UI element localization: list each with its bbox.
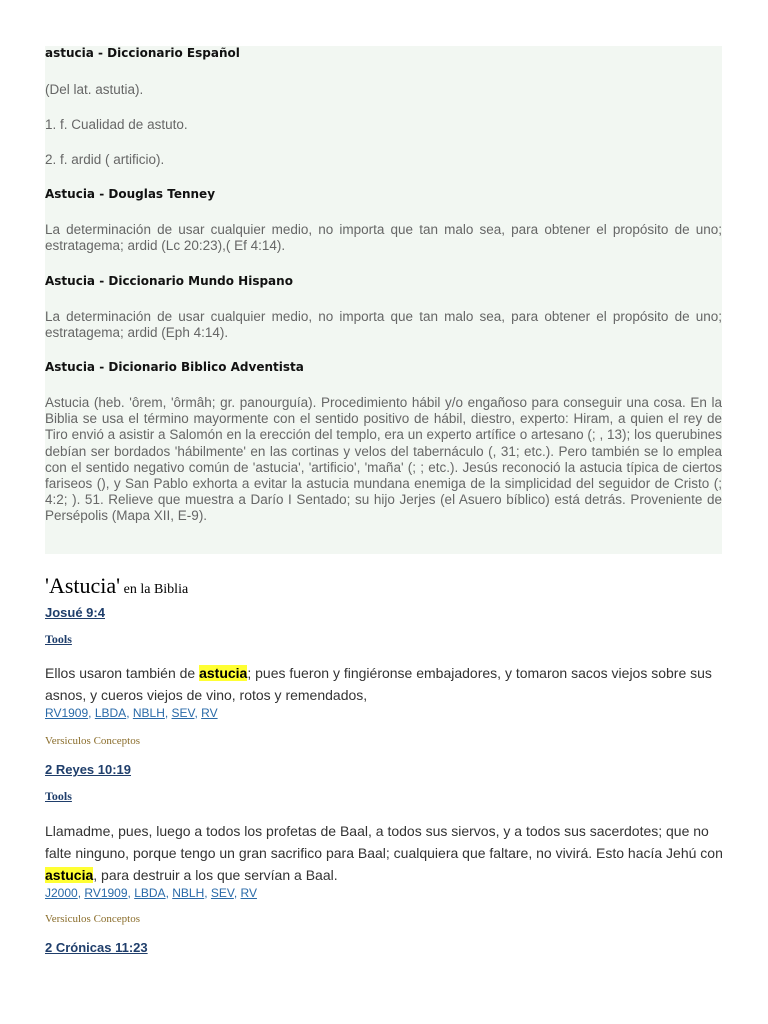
verse-text-after: , para destruir a los que servían a Baal. (93, 867, 338, 883)
version-links: RV1909, LBDA, NBLH, SEV, RV (45, 706, 218, 720)
entry-title-mundo-hispano: Astucia - Diccionario Mundo Hispano (45, 274, 293, 288)
entry-line: (Del lat. astutia). (45, 82, 144, 97)
entry-text: Astucia (heb. 'ôrem, 'ôrmâh; gr. panourguía). Procedimiento hábil y/o engañoso para conseguir una cosa. En la Biblia se usa el término mayormente con el sentido positivo de hábil, diestro, experto: Hiram, a quien el rey de Tiro envió a asistir a Salomón en la erección del templo, era un experto artífice o artesano (; , 13); los querubines debían ser bordados 'hábilmente' en las cortinas y velos del tabernáculo (, 31; etc.). Pero también se lo emplea con el sentido negativo común de 'astucia', 'artificio', 'maña' (; ; etc.). Jesús reconoció la astucia típica de ciertos fariseos (), y San Pablo exhorta a evitar la astucia mundana enemiga de la simplicidad del seguidor de Cristo (; 4:2; ). 51. Relieve que muestra a Darío I Sentado; su hijo Jerjes (el Asuero bíblico) está detrás. Proveniente de Persépolis (Mapa XII, E-9). (45, 395, 722, 524)
version-link-rv[interactable]: RV (201, 706, 218, 720)
version-link-rv[interactable]: RV (240, 886, 257, 900)
version-links: J2000, RV1909, LBDA, NBLH, SEV, RV (45, 886, 257, 900)
bible-title-suffix: en la Biblia (120, 582, 189, 597)
verse-ref-link[interactable]: 2 Crónicas 11:23 (45, 940, 148, 955)
entry-text: La determinación de usar cualquier medio, no importa que tan malo sea, para obtener el propósito de uno; estratagema; ardid (Lc 20:23),( Ef 4:14). (45, 222, 722, 254)
version-link-nblh[interactable]: NBLH (172, 886, 205, 900)
version-link-rv1909[interactable]: RV1909 (84, 886, 128, 900)
entry-line: 2. f. ardid ( artificio). (45, 152, 165, 167)
bible-title-word: 'Astucia' (45, 573, 121, 598)
verse-text-before: Ellos usaron también de (45, 665, 200, 681)
version-link-rv1909[interactable]: RV1909 (45, 706, 89, 720)
search-highlight: astucia (199, 665, 248, 681)
concepts-link[interactable]: Versiculos Conceptos (45, 913, 141, 925)
version-link-sev[interactable]: SEV (210, 886, 234, 900)
entry-line: 1. f. Cualidad de astuto. (45, 117, 188, 132)
tools-link[interactable]: Tools (45, 632, 72, 646)
entry-text: La determinación de usar cualquier medio, no importa que tan malo sea, para obtener el propósito de uno; estratagema; ardid (Eph 4:14). (45, 309, 722, 341)
verse-text (45, 820, 735, 886)
version-link-nblh[interactable]: NBLH (132, 706, 165, 720)
verse-text (45, 662, 735, 706)
version-link-lbda[interactable]: LBDA (134, 886, 166, 900)
verse-text-after: ; pues fueron y fingiéronse embajadores, y tomaron sacos viejos sobre sus asnos, y cueros viejos de vino, rotos y remendados, (45, 665, 712, 703)
entry-title-douglas-tenney: Astucia - Douglas Tenney (45, 187, 216, 201)
concepts-link[interactable]: Versiculos Conceptos (45, 735, 141, 747)
bible-section-title (45, 573, 188, 599)
verse-text-before: Llamadme, pues, luego a todos los profetas de Baal, a todos sus siervos, y a todos sus sacerdotes; que no falte ninguno, porque tengo un gran sacrifico para Baal; cualquiera que faltare, no vivirá. Esto hacía Jehú con (45, 823, 723, 861)
tools-link[interactable]: Tools (45, 789, 72, 803)
version-link-j2000[interactable]: J2000 (45, 886, 78, 900)
version-link-sev[interactable]: SEV (171, 706, 195, 720)
version-link-lbda[interactable]: LBDA (94, 706, 127, 720)
verse-ref-link[interactable]: Josué 9:4 (45, 605, 105, 620)
entry-title-biblico-adventista: Astucia - Dicionario Biblico Adventista (45, 360, 304, 374)
entry-title-diccionario-espanol: astucia - Diccionario Español (45, 46, 240, 60)
search-highlight: astucia (45, 867, 94, 883)
verse-ref-link[interactable]: 2 Reyes 10:19 (45, 762, 132, 777)
